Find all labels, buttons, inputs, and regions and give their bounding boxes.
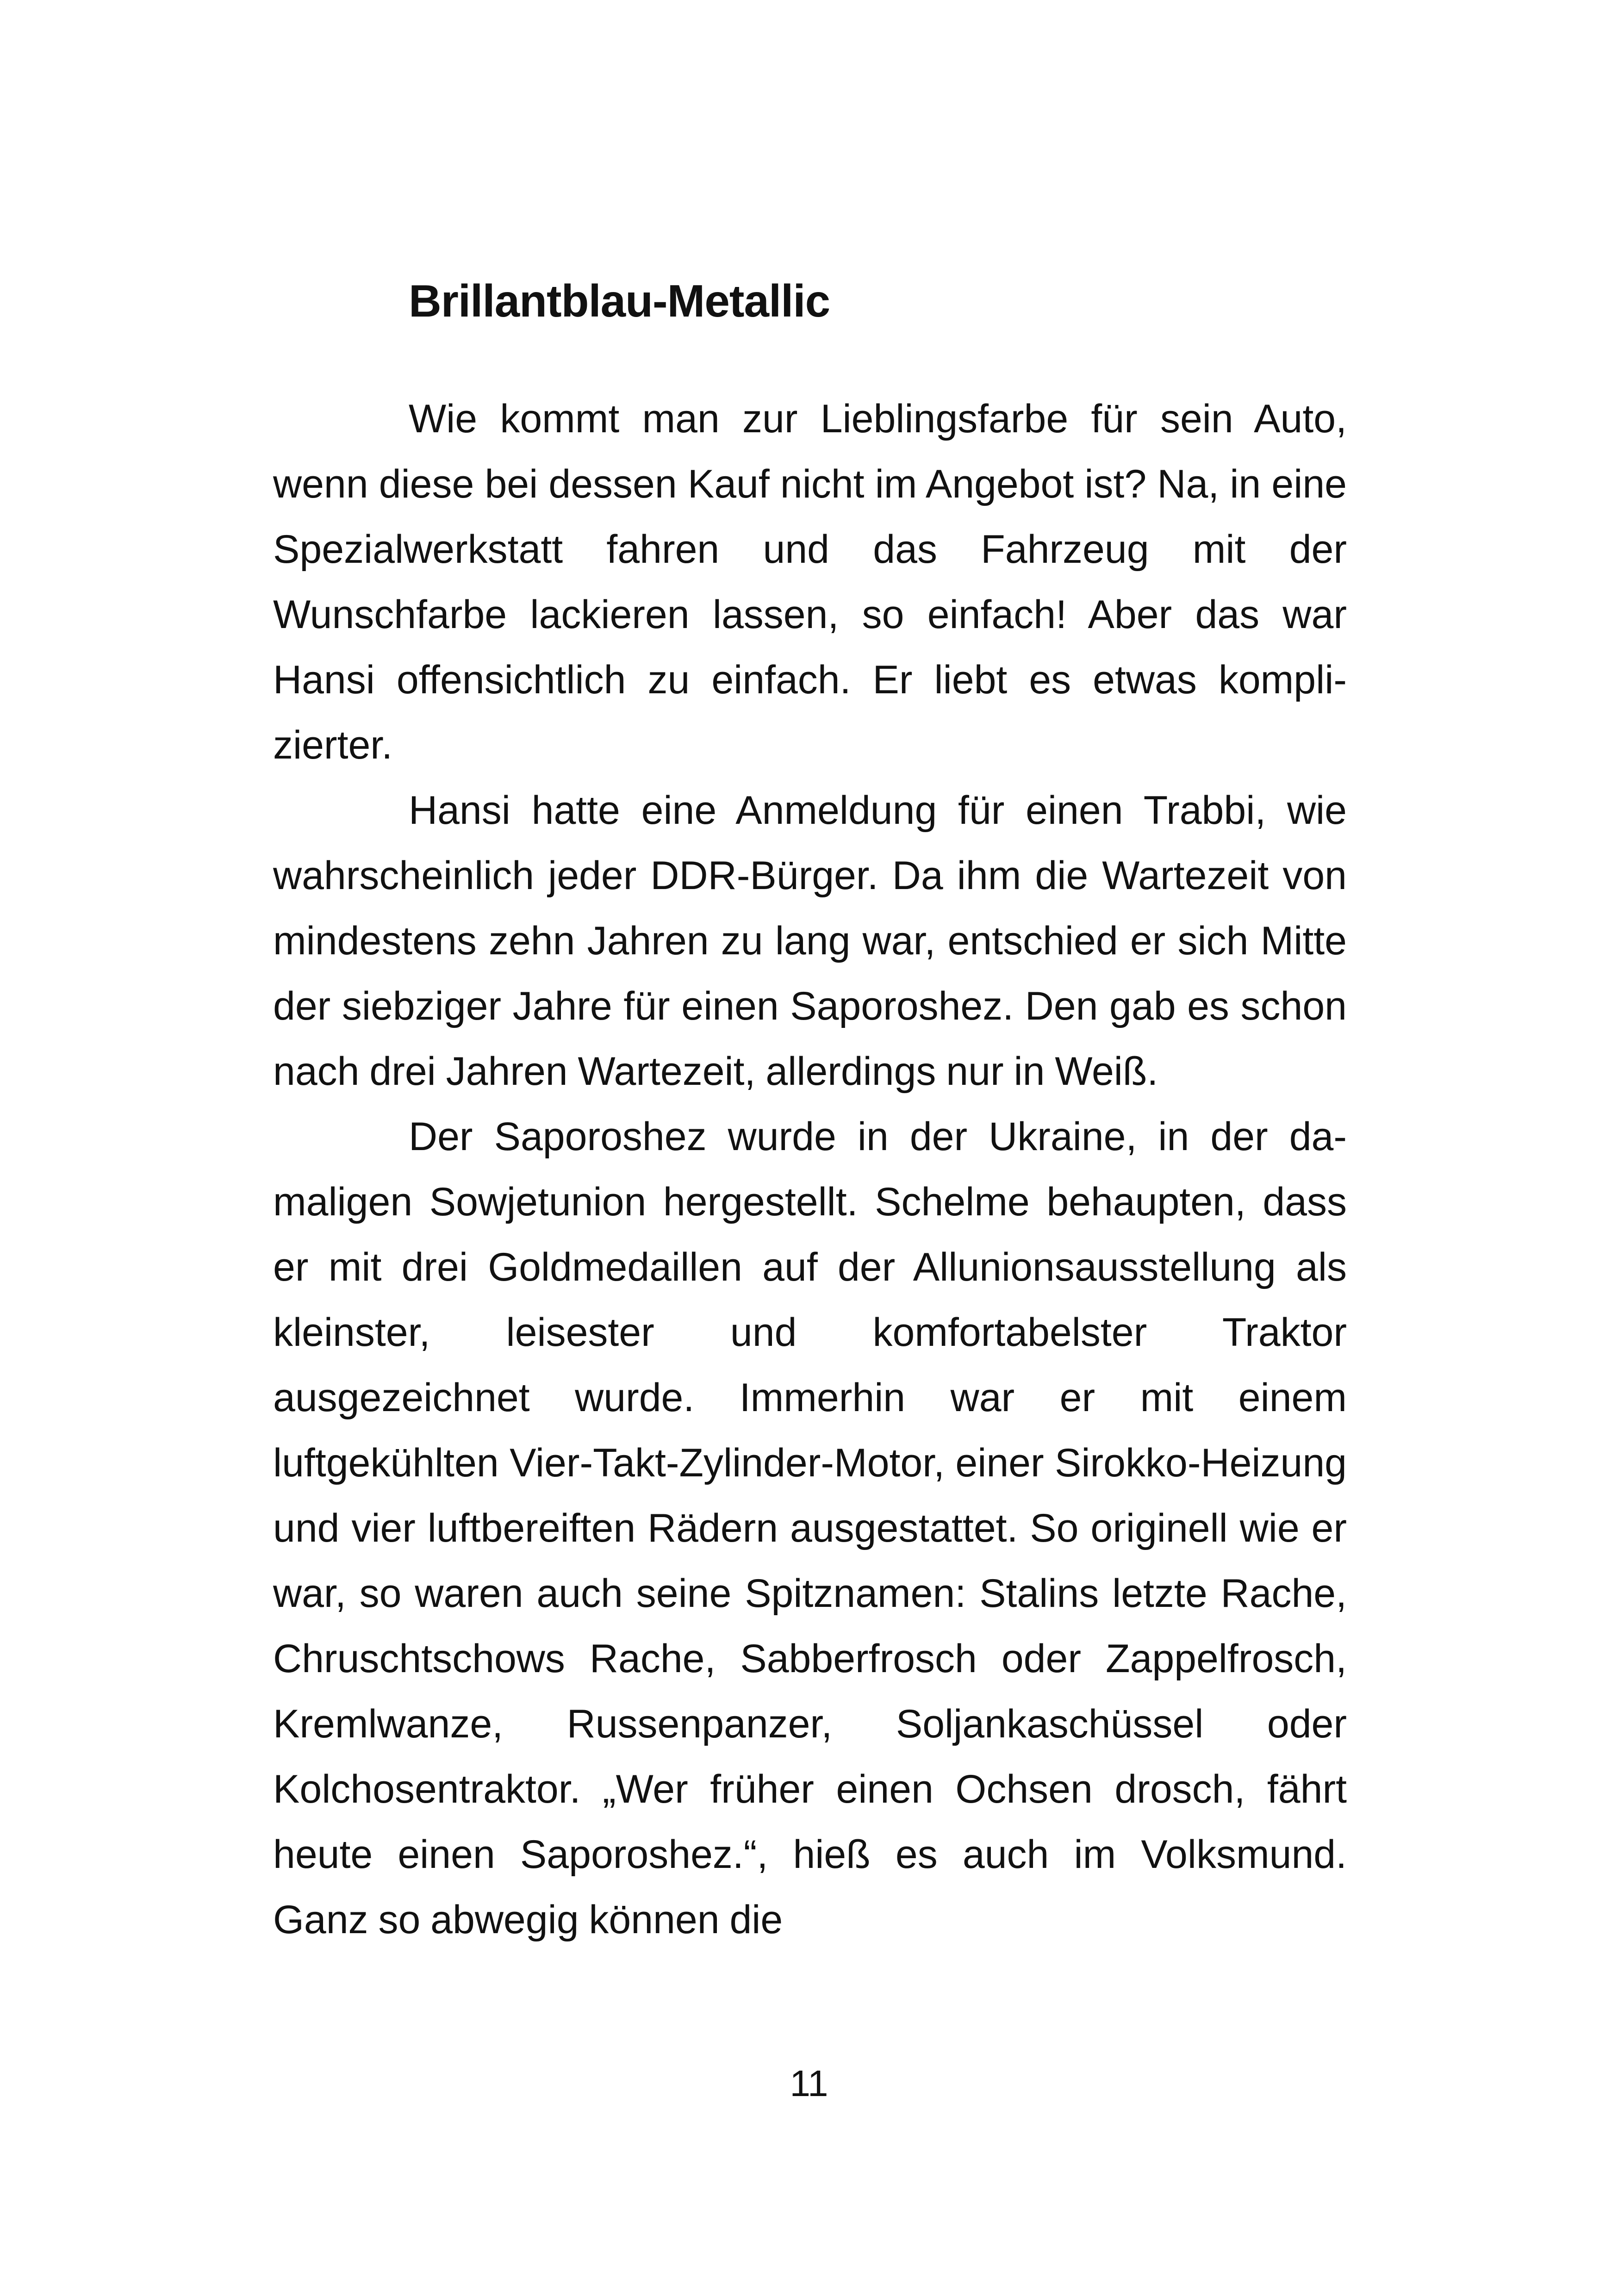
body-text: [273, 386, 1347, 1953]
page-number: 11: [790, 2063, 828, 2104]
paragraph-2: Hansi hatte eine Anmeldung für einen Trabbi, wie wahrscheinlich jeder DDR-Bürger. Da ihm die Wartezeit von mindestens zehn Jahren zu lang war, entschied er sich Mitte der siebziger Jahre für einen Saporoshez. Den gab es schon nach drei Jahren Wartezeit, allerdings nur in Weiß.: [273, 788, 1347, 1094]
chapter-title: Brillantblau-Metallic: [409, 275, 830, 326]
paragraph-3: Der Saporoshez wurde in der Ukraine, in der damaligen Sowjetunion hergestellt. Schelme behaupten, dass er mit drei Goldmedaillen auf der Allunionsausstellung als kleinster, leisester und komfortabelster Traktor ausgezeichnet wurde. Immerhin war er mit einem luftgekühlten Vier-Takt-Zylinder-Motor, einer Sirokko-Heizung und vier luftbereiften Rädern ausgestattet. So originell wie er war, so waren auch seine Spitznamen: Stalins letzte Rache, Chruschtschows Rache, Sabberfrosch oder Zappelfrosch, Kremlwanze, Russenpanzer, Soljankaschüssel oder Kolchosentraktor. „Wer früher einen Ochsen drosch, fährt heute einen Saporoshez.“, hieß es auch im Volksmund. Ganz so abwegig können die: [273, 1114, 1347, 1942]
paragraph-1: Wie kommt man zur Lieblingsfarbe für sein Auto, wenn diese bei dessen Kauf nicht im Angebot ist? Na, in eine Spezialwerkstatt fahren und das Fahrzeug mit der Wunschfarbe lackieren lassen, so einfach! Aber das war Hansi offensichtlich zu einfach. Er liebt es etwas komplizierter.: [273, 397, 1347, 767]
